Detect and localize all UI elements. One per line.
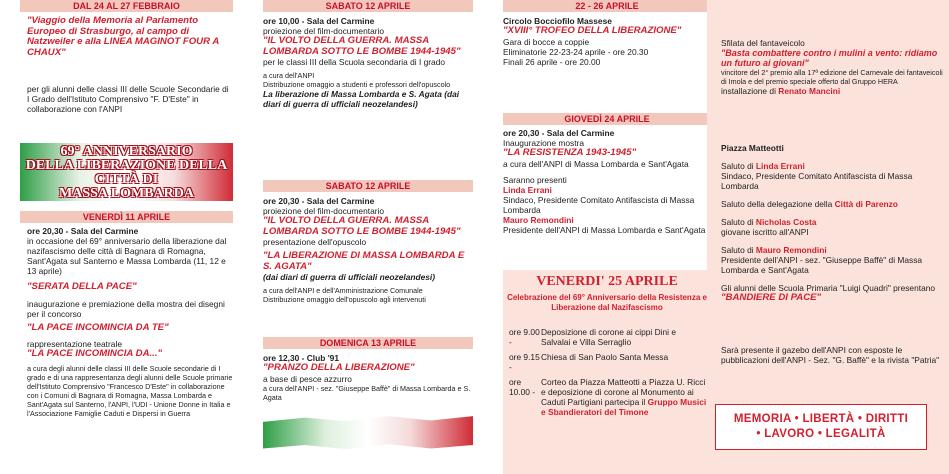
greeting-role: Presidente dell'ANPI - sez. "Giuseppe Baffè" di Massa Lombarda e Sant'Agata	[721, 255, 923, 275]
event-title-pace-da: "LA PACE INCOMINCIA DA..."	[27, 348, 163, 359]
greeting-prefix: Saluto di	[721, 217, 754, 227]
schedule-row	[503, 352, 711, 372]
float-parade	[721, 38, 943, 96]
event-title-serata: "SERATA DELLA PACE"	[27, 281, 137, 292]
attendees-label: Saranno presenti	[503, 174, 567, 185]
april-24-events	[503, 128, 711, 235]
credits-text: a cura degli alunni delle classi III delle Scuole secondarie di I grado e di una rappresentanza degli alunni delle Scuole primarie dell'Istituto Comprensivo "Francesco D'Este" in collaborazione con i Comuni di Bagnara di Romagna, Massa Lombarda e Sant'Agata sul Santerno, l'ANPI, l'UDI - Unione Donne in Italia e l'Associazione Famiglie Caduti e Dispersi in Guerra	[27, 363, 233, 418]
date-bar-april-11: VENERDÌ 11 APRILE	[20, 211, 233, 223]
schedule-row	[503, 377, 711, 417]
april-25-subtitle: Celebrazione del 69° Anniversario della Resistenza e Liberazione dal Nazifascismo	[507, 293, 707, 312]
column-4	[707, 0, 949, 474]
film-title: "IL VOLTO DELLA GUERRA. MASSA LOMBARDA SOTTO LE BOMBE 1944-1945"	[263, 35, 461, 57]
banner-line-4: MASSA LOMBARDA	[59, 186, 194, 201]
april-25-schedule	[503, 324, 711, 474]
april-12-evening-events	[263, 196, 473, 304]
exhibition-organizer: a cura dell'ANPI di Massa Lombarda e Sant'Agata	[503, 158, 689, 169]
event-time: ore 20,30 - Sala del Carmine	[27, 226, 139, 236]
schedule-description: Chiesa di San Paolo Santa Messa	[541, 352, 669, 362]
schedule-description: Deposizione di corone ai cippi Dini e Salvalai e Villa Serraglio	[541, 327, 677, 347]
greeting-2	[721, 199, 943, 209]
schedule-description: Corteo da Piazza Matteotti a Piazza U. Ricci e deposizione di corone al Monumento ai Caduti Partigiani partecipa il	[541, 377, 706, 407]
greeting-name: Linda Errani	[755, 161, 805, 171]
greeting-4	[721, 245, 943, 275]
schedule-time: ore 10.00 -	[509, 377, 536, 397]
installation-line	[721, 86, 943, 96]
booklet-title: La liberazione di Massa Lombarda e S. Agata (dai diari di guerra di ufficiali neozelandesi)	[263, 89, 460, 109]
finals-text: Finali 26 aprile - ore 20.00	[503, 56, 601, 67]
booklet-title: "LA LIBERAZIONE DI MASSA LOMBARDA E S. AGATA"	[263, 250, 465, 272]
april-13-events	[263, 353, 473, 402]
column-2	[255, 0, 473, 474]
event-time: ore 20,30 - Sala del Carmine	[263, 196, 375, 206]
attendee-name-2: Mauro Remondini	[503, 214, 574, 225]
attendee-role-2: Presidente dell'ANPI di Massa Lombarda e Sant'Agata	[503, 224, 706, 235]
greeting-role: giovane iscritto all'ANPI	[721, 227, 809, 237]
banner-line-2: DELLA LIBERAZIONE DELLA	[25, 158, 228, 173]
trophy-title: "XVIII° TROFEO DELLA LIBERAZIONE"	[503, 25, 682, 36]
banner-line-3: CITTÀ DI	[94, 172, 159, 187]
april-25-title: VENERDI' 25 APRILE	[536, 274, 678, 289]
students-text: Gli alunni delle Scuola Primaria "Luigi Quadri" presentano	[721, 283, 936, 293]
column-3	[495, 0, 711, 474]
organizer-text: a cura dell'ANPI e dell'Amministrazione Comunale	[263, 286, 423, 295]
schedule-description-block	[541, 377, 711, 417]
greeting-prefix: Saluto di	[721, 161, 754, 171]
parade-label: Sfilata del fantaveicolo	[721, 38, 805, 48]
greeting-name: Mauro Remondini	[755, 245, 827, 255]
schedule-time: ore 9.00 -	[509, 327, 540, 347]
booklet-subtitle: (dai diari di guerra di ufficiali neozelandesi)	[263, 272, 436, 282]
greeting-name: Città di Parenzo	[834, 199, 898, 209]
date-bar-april-13: DOMENICA 13 APRILE	[263, 337, 473, 349]
date-bar-february: DAL 24 AL 27 FEBBRAIO	[20, 0, 233, 12]
event-description: in occasione del 69° anniversario della liberazione dal nazifascismo delle città di Bagnara di Romagna, Sant'Agata sul Santerno e Massa Lombarda (11, 12 e 13 aprile)	[27, 236, 227, 276]
anniversary-banner	[20, 143, 233, 201]
event-time: ore 20,30 - Sala del Carmine	[503, 128, 615, 138]
greeting-prefix: Saluto di	[721, 245, 754, 255]
journey-description: per gli alunni delle classi III delle Scuole Secondarie di I Grado dell'Istituto Comprensivo "F. D'Este" in collaborazione con l'ANPI	[27, 84, 229, 114]
april-12-morning-events	[263, 16, 473, 109]
flags-title: "BANDIERE DI PACE"	[721, 292, 822, 303]
venue-text: Circolo Bocciofilo Massese	[503, 16, 612, 26]
exhibition-title: "LA RESISTENZA 1943-1945"	[503, 147, 637, 158]
schedule-highlight: Gruppo Musici e Sbandieratori del Timone	[541, 397, 707, 417]
piazza-matteotti-greetings	[721, 143, 943, 304]
presentation-text: presentazione dell'opuscolo	[263, 237, 367, 247]
greeting-role: Sindaco, Presidente Comitato Antifascista di Massa Lombarda	[721, 171, 913, 191]
gazebo-text: Sarà presente il gazebo dell'ANPI con esposte le pubblicazioni dell'ANPI - Sez. "G. Baffè" e la rivista "Patria"	[721, 345, 940, 365]
lunch-title: "PRANZO DELLA LIBERAZIONE"	[263, 362, 415, 373]
date-bar-april-12-morning: SABATO 12 APRILE	[263, 0, 473, 12]
exhibition-text: Inaugurazione mostra	[503, 138, 585, 148]
april-11-events	[27, 226, 233, 418]
parade-title: "Basta combattere contro i mulini a vento: ridiamo un futuro ai giovani"	[721, 48, 938, 68]
schedule-time: ore 9.15 -	[509, 352, 540, 372]
date-bar-april-12-evening: SABATO 12 APRILE	[263, 180, 473, 192]
event-title-pace-te: "LA PACE INCOMINCIA DA TE"	[27, 321, 169, 333]
projection-text: proiezione del film-documentario	[263, 26, 385, 36]
inauguration-text: inaugurazione e premiazione della mostra dei disegni per il concorso	[27, 298, 225, 319]
installation-label: installazione di	[721, 86, 776, 96]
organizer-text: a cura dell'ANPI	[263, 71, 315, 80]
motto-line-2: • LAVORO • LEGALITÀ	[756, 428, 886, 440]
film-title: "IL VOLTO DELLA GUERRA. MASSA LOMBARDA SOTTO LE BOMBE 1944-1945"	[263, 215, 461, 237]
piazza-title: Piazza Matteotti	[721, 143, 784, 153]
bocce-tournament	[503, 16, 711, 67]
date-bar-april-22-26: 22 - 26 APRILE	[503, 0, 711, 12]
greeting-1	[721, 161, 943, 191]
lunch-organizer: a cura dell'ANPI - sez. "Giuseppe Baffè" di Massa Lombarda e S. Agata	[263, 383, 471, 402]
tournament-type: Gara di bocce a coppie	[503, 36, 590, 47]
event-time: ore 12,30 - Club '91	[263, 353, 340, 363]
greeting-prefix: Saluto della delegazione della	[721, 199, 833, 209]
attendee-name-1: Linda Errani	[503, 184, 552, 195]
column-1	[0, 0, 233, 474]
winner-text: vincitore del 2° premio alla 17ª edizione del Carnevale dei fantaveicoli di Imola e del premio speciale offerto dal Gruppo HERA	[721, 68, 943, 86]
theatre-text: rappresentazione teatrale	[27, 339, 122, 349]
greeting-name: Nicholas Costa	[755, 217, 817, 227]
banner-line-1: 69° ANNIVERSARIO	[60, 144, 193, 159]
installation-artist: Renato Mancini	[778, 86, 841, 96]
lunch-subtitle: a base di pesce azzurro	[263, 373, 352, 384]
schedule-row	[503, 327, 711, 347]
april-25-header-box	[503, 270, 711, 324]
journey-title: "Viaggio della Memoria al Parlamento Europeo di Strasburgo, al campo di Natzweiler e alla LINEA MAGINOT FOUR A CHAUX"	[27, 15, 219, 58]
projection-text: proiezione del film-documentario	[263, 206, 385, 216]
distribution-text: Distribuzione omaggio a studenti e professori dell'opuscolo	[263, 80, 451, 89]
date-bar-april-24: GIOVEDÌ 24 APRILE	[503, 113, 711, 125]
greeting-3	[721, 217, 943, 237]
italian-flag-image	[263, 414, 473, 450]
distribution-text: Distribuzione omaggio dell'opuscolo agli intervenuti	[263, 295, 426, 304]
eliminations-text: Eliminatorie 22-23-24 aprile - ore 20.30	[503, 46, 649, 57]
audience-text: per le classi III della Scuola secondaria di I grado	[263, 57, 446, 67]
event-time: ore 10,00 - Sala del Carmine	[263, 16, 375, 26]
motto-line-1: MEMORIA • LIBERTÀ • DIRITTI	[733, 413, 909, 425]
attendee-role-1: Sindaco, Presidente Comitato Antifascista di Massa Lombarda	[503, 194, 695, 215]
motto-box	[715, 404, 927, 450]
